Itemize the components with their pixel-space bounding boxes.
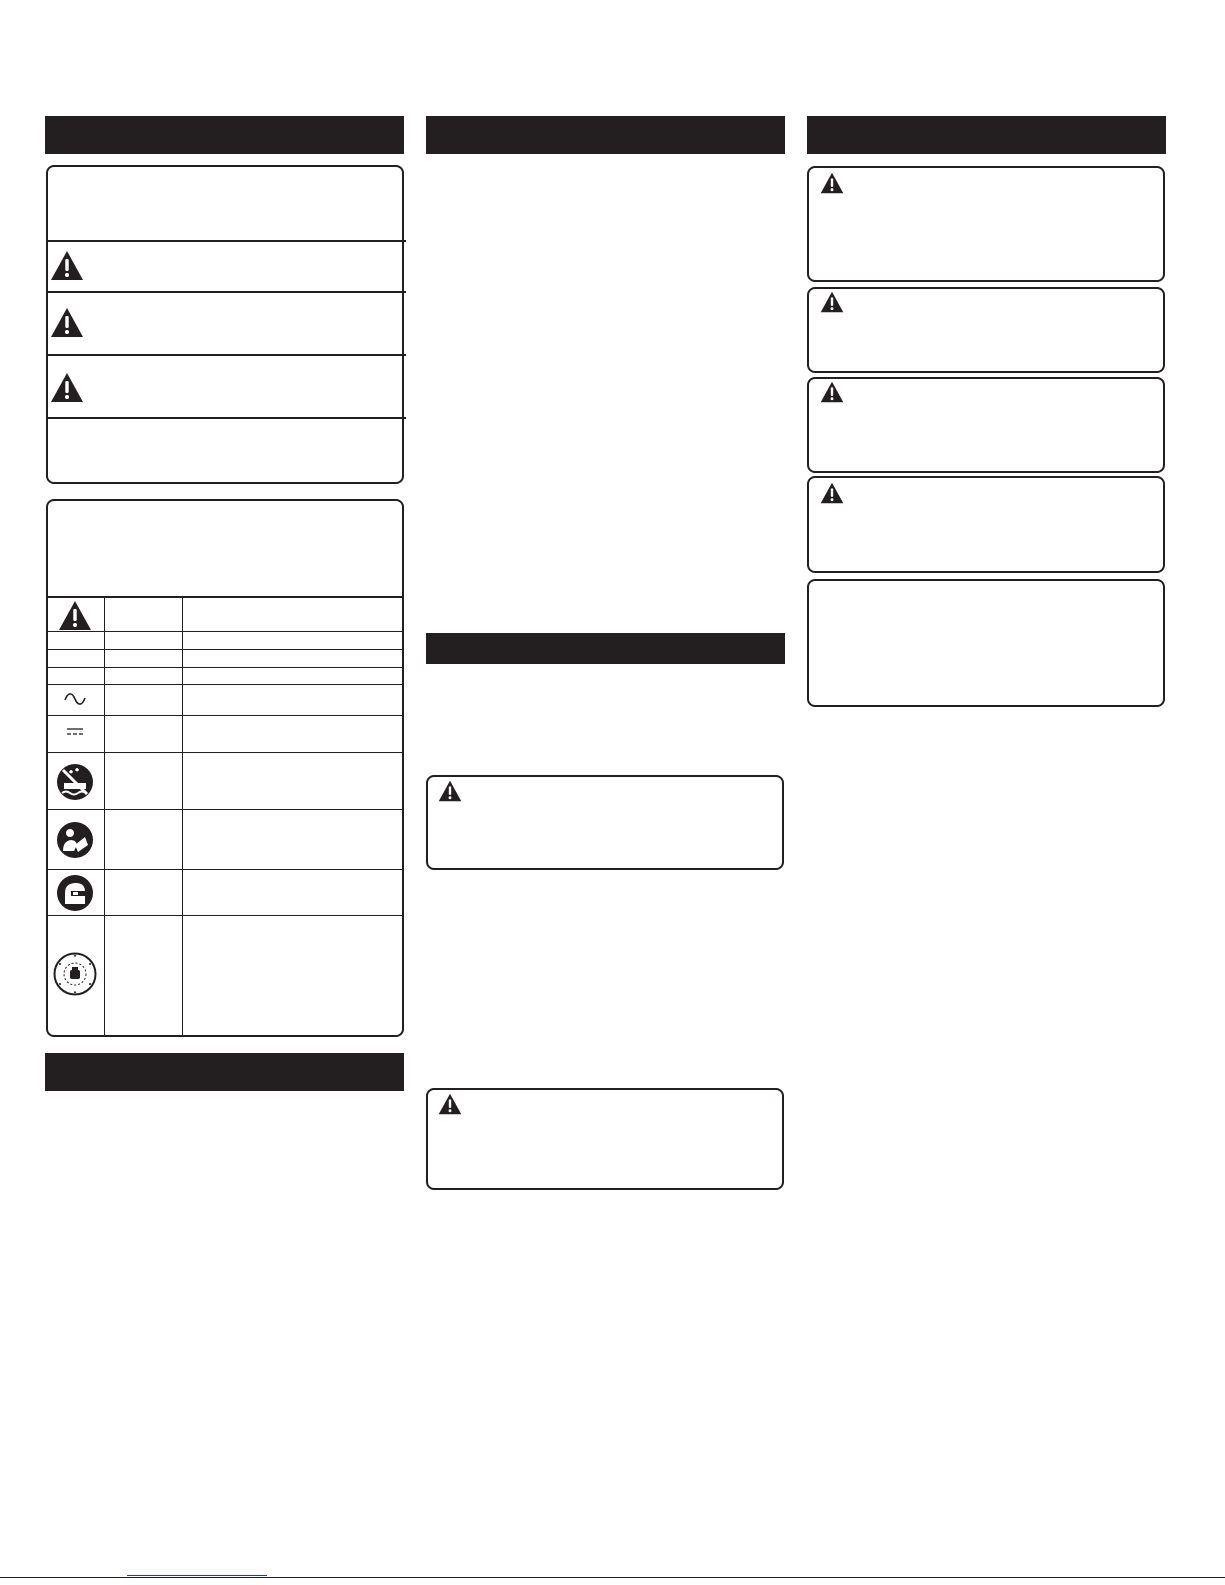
warning-triangle-icon [438,780,462,802]
warning-box [426,1088,784,1190]
warning-box [426,775,784,870]
page-bottom-rule [0,1577,1225,1578]
warning-box [807,476,1165,573]
table-header-rule [46,596,404,598]
direct-current-icon [66,727,84,737]
table-row-rule [46,631,404,632]
alternating-current-icon [63,691,87,707]
table-row-rule [46,869,404,870]
table-row-rule [46,667,404,668]
section-header-bar [426,633,785,664]
warning-triangle-icon [820,172,844,194]
recycle-seal-icon [53,952,97,996]
divider [46,240,406,242]
warning-box [807,166,1165,282]
warning-triangle-icon [50,372,84,403]
table-column-rule [182,596,183,1036]
warning-triangle-icon [50,307,84,338]
signal-words-box [46,165,404,484]
divider [46,417,406,419]
warning-triangle-icon [438,1093,462,1115]
section-header-bar [45,1053,404,1091]
eye-protection-icon [56,874,94,912]
warning-triangle-icon [50,250,84,281]
table-row-rule [46,752,404,753]
warning-triangle-icon [58,600,92,631]
warning-triangle-icon [820,291,844,313]
no-water-icon [56,763,94,801]
table-row-rule [46,809,404,810]
warning-box [807,287,1165,373]
divider [46,291,406,293]
section-header-bar [807,116,1166,154]
read-manual-icon [56,821,94,859]
warning-triangle-icon [820,381,844,403]
table-row-rule [46,915,404,916]
warning-box [807,377,1165,473]
section-header-bar [45,116,404,154]
table-row-rule [46,715,404,716]
divider [46,354,406,356]
section-header-bar [426,116,785,154]
table-row-rule [46,684,404,685]
warning-triangle-icon [820,482,844,504]
footer-link[interactable] [127,1575,267,1576]
notice-box [807,579,1165,707]
table-column-rule [104,596,105,1036]
symbols-table-box [46,499,404,1037]
table-row-rule [46,649,404,650]
